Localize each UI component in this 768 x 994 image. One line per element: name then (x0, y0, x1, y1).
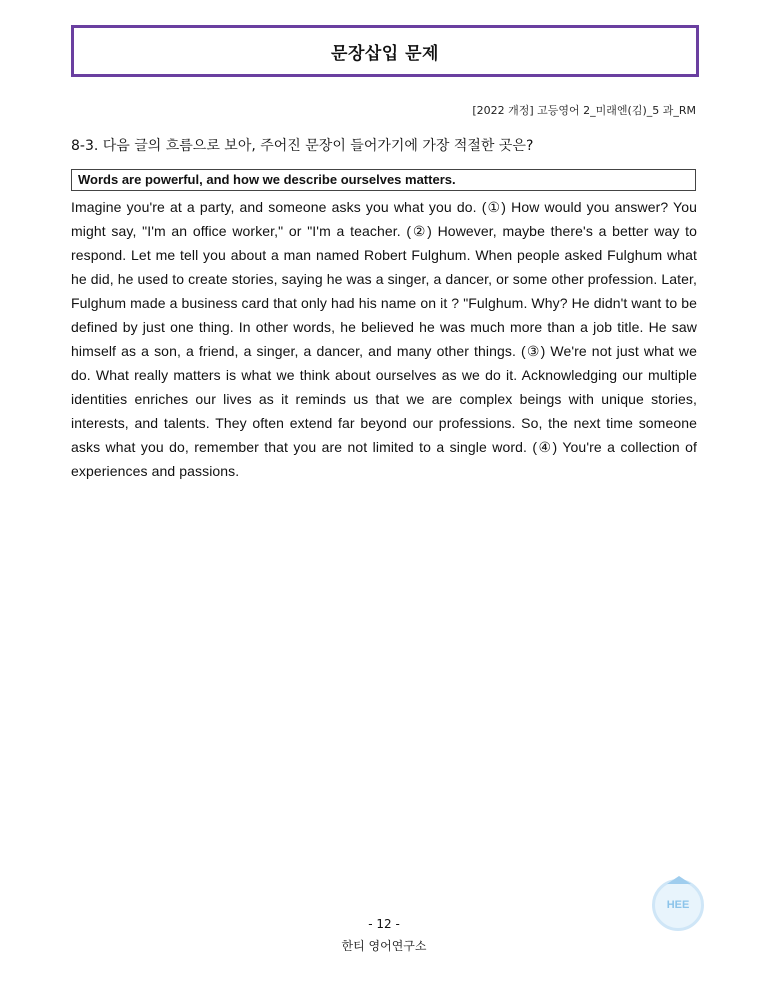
given-sentence-box: Words are powerful, and how we describe ourselves matters. (71, 169, 696, 191)
source-label: [2022 개정] 고등영어 2_미래엔(김)_5 과_RM (472, 104, 696, 117)
publisher-footer: 한티 영어연구소 (341, 939, 427, 953)
title-box (71, 25, 699, 77)
graduation-cap-icon (667, 876, 691, 884)
page-number: - 12 - (368, 917, 400, 931)
logo-text: HEE (666, 899, 690, 911)
question-text: 8-3. 다음 글의 흐름으로 보아, 주어진 문장이 들어가기에 가장 적절한 곳은? (71, 138, 534, 154)
page-title: 문장삽입 문제 (331, 43, 439, 64)
passage-text: Imagine you're at a party, and someone asks you what you do. (①) How would you answer? You might say, "I'm an office worker," or "I'm a teacher. (②) However, maybe there's a better way to respond. Let me tell you about a man named Robert Fulghum. When people asked Fulghum what he did, he used to create stories, saying he was a singer, a dancer, or some other profession. Later, Fulghum made a business card that only had his name on it ? "Fulghum. Why? He didn't want to be defined by just one thing. In other words, he believed he was much more than a job title. He saw himself as a son, a friend, a singer, a dancer, and many other things. (③) We're not just what we do. What really matters is what we think about ourselves as we do it. Acknowledging our multiple identities enriches our lives as it reminds us that we are complex beings with unique stories, interests, and talents. They often extend far beyond our professions. So, the next time someone asks what you do, remember that you are not limited to a single word. (④) You're a collection of experiences and passions. (71, 199, 697, 479)
